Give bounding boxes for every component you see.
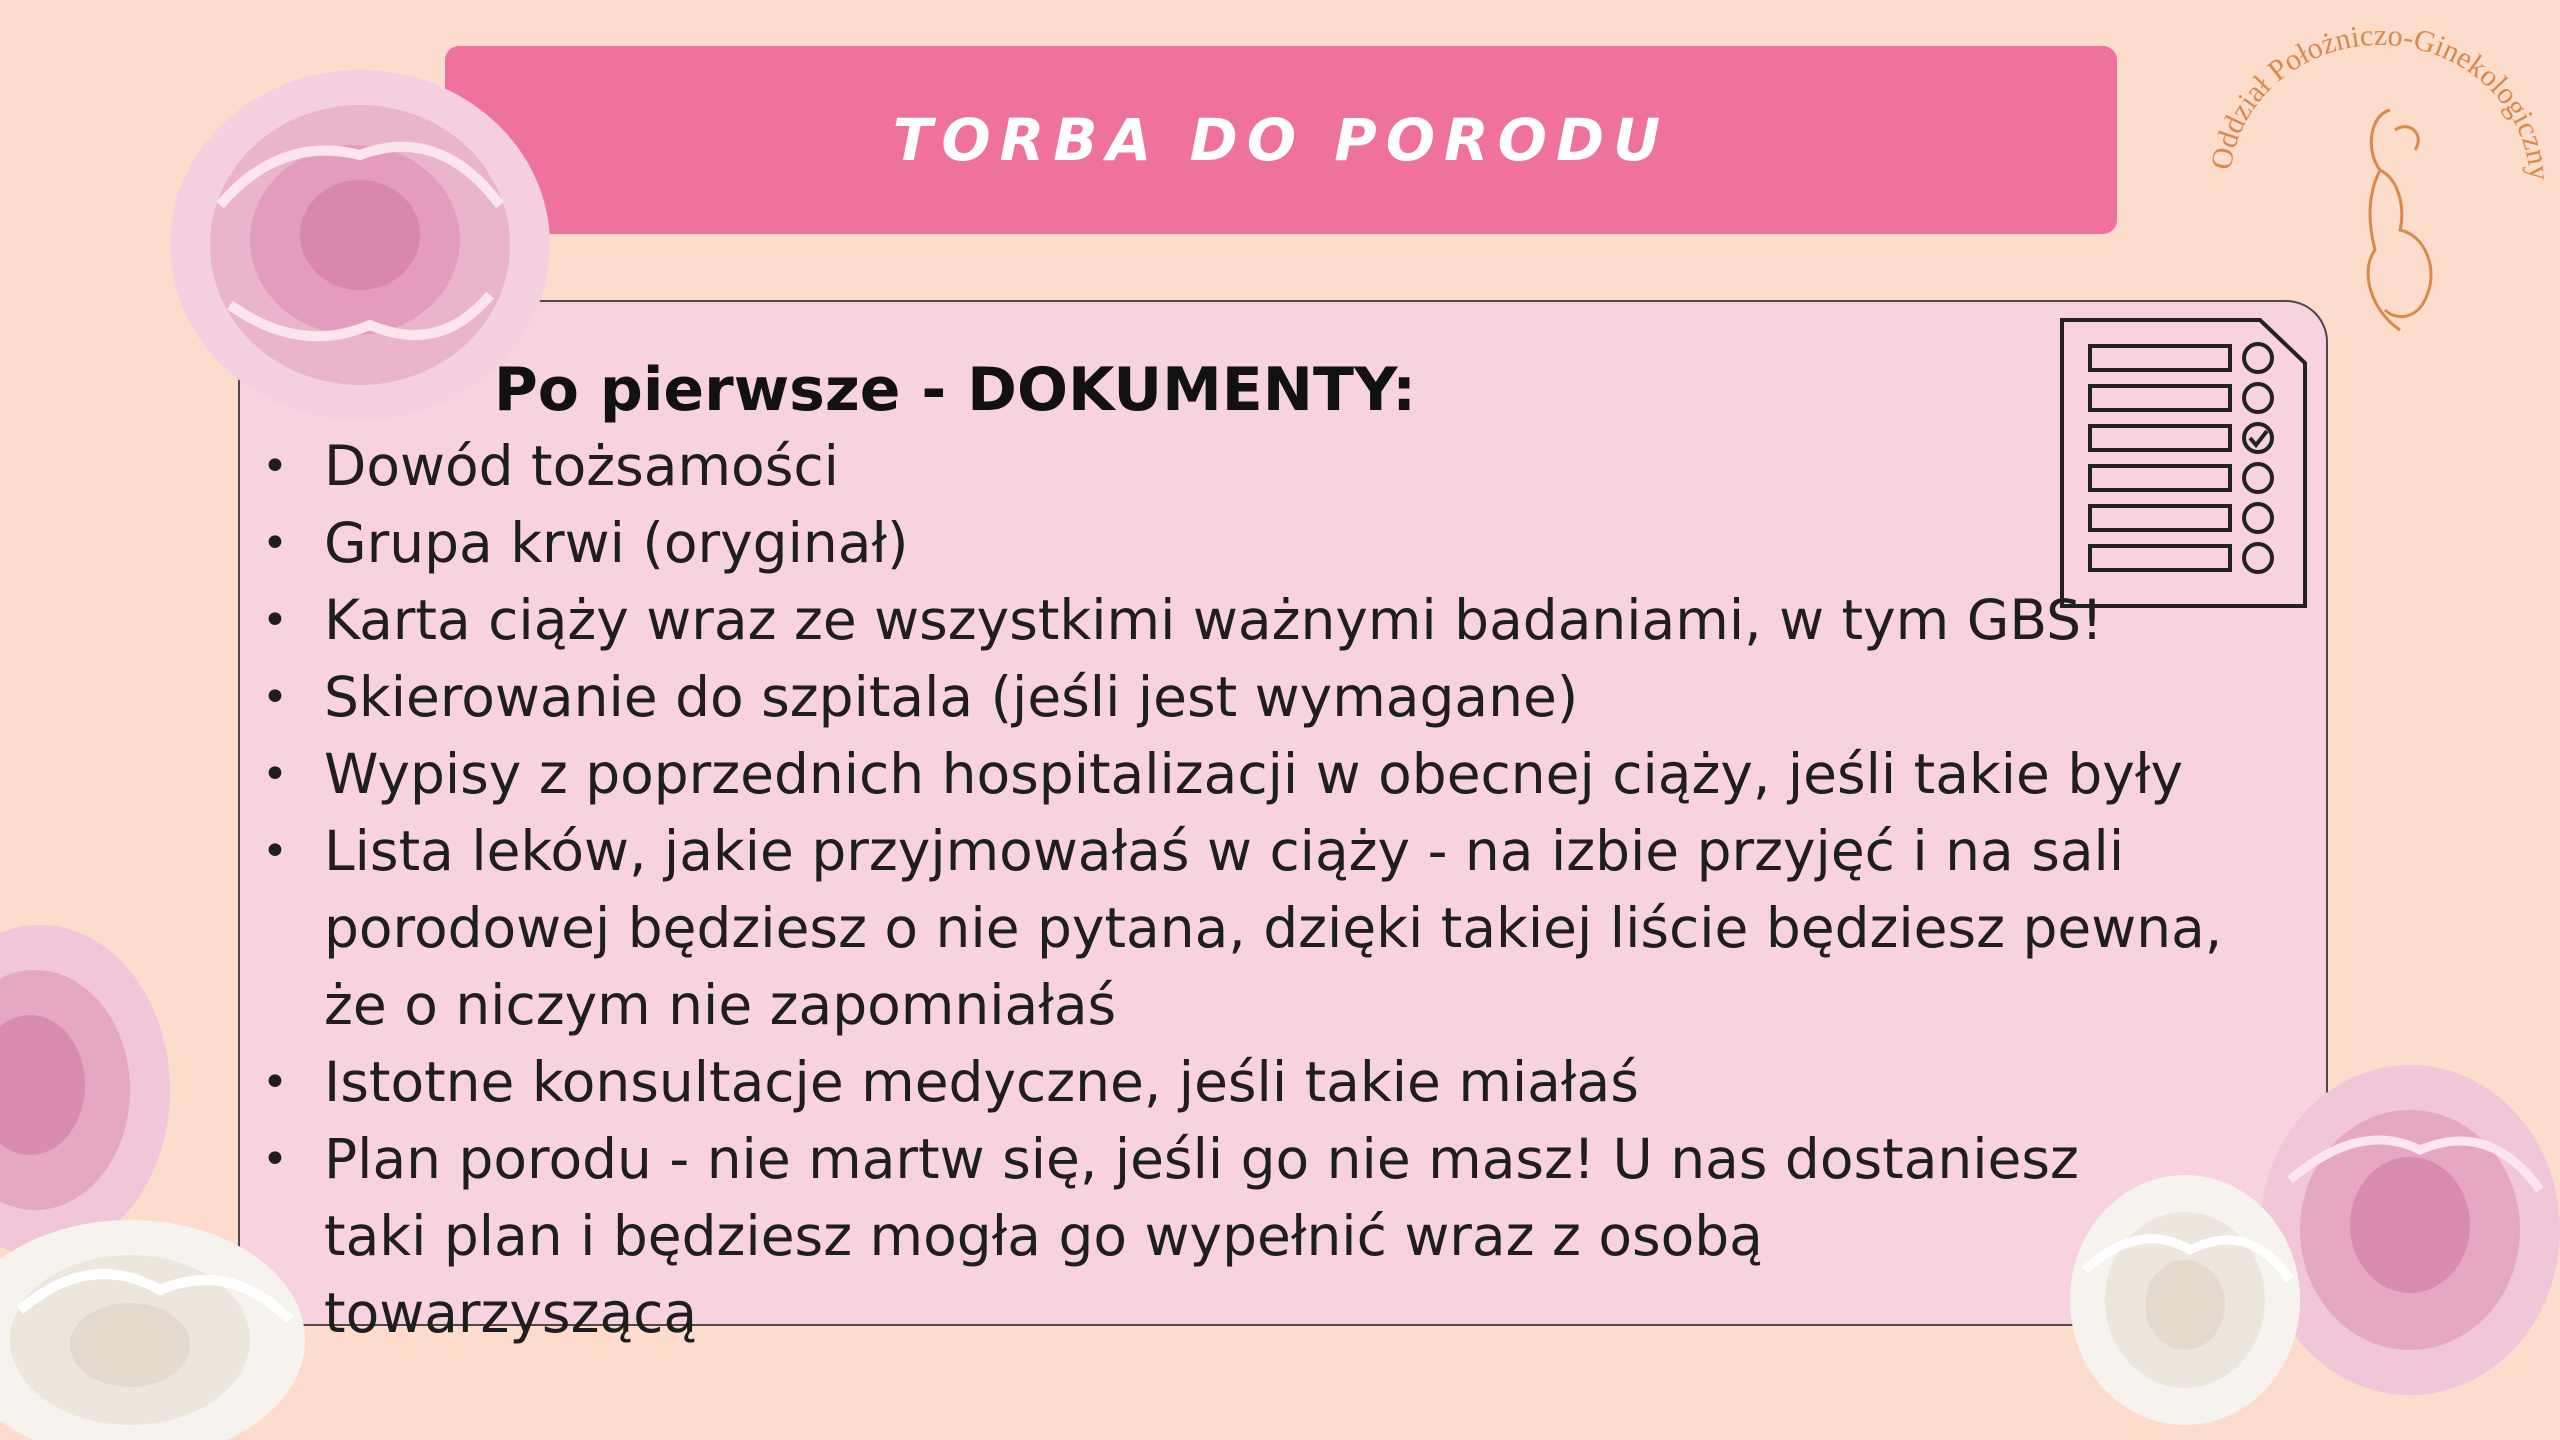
- list-item-text: Grupa krwi (oryginał): [324, 511, 909, 575]
- checklist-icon: [2060, 318, 2310, 608]
- bullet-icon: •: [262, 518, 288, 569]
- bullet-icon: •: [262, 1134, 288, 1185]
- bullet-icon: •: [262, 441, 288, 492]
- list-item: [262, 505, 2312, 582]
- documents-list: [262, 428, 2312, 1352]
- bullet-icon: •: [262, 1057, 288, 1108]
- card-heading: Po pierwsze - DOKUMENTY:: [493, 355, 1417, 425]
- list-item-text: Dowód tożsamości: [324, 434, 839, 498]
- list-item: [262, 428, 2312, 505]
- title-banner: [445, 46, 2117, 234]
- list-item-text: Lista leków, jakie przyjmowałaś w ciąży - na izbie przyjęć i na sali porodowej będziesz o nie pytana, dzięki takiej liście będziesz pewna, że o niczym nie zapomniałaś: [324, 819, 2223, 1037]
- white-peony-bottom-left-decoration: [0, 1200, 310, 1440]
- list-item: [262, 1044, 2312, 1121]
- list-item-text: Plan porodu - nie martw się, jeśli go nie masz! U nas dostaniesz taki plan i będziesz mogła go wypełnić wraz z osobą towarzyszącą: [324, 1127, 2079, 1345]
- svg-text:Oddział Położniczo-Ginekologic: Oddział Położniczo-Ginekologiczny: [2204, 20, 2557, 182]
- list-item-text: Karta ciąży wraz ze wszystkimi ważnymi badaniami, w tym GBS!: [324, 588, 2104, 652]
- white-peony-bottom-right-decoration: [2060, 1160, 2310, 1440]
- list-item-text: Wypisy z poprzednich hospitalizacji w obecnej ciąży, jeśli takie były: [324, 742, 2184, 806]
- list-item-text: Istotne konsultacje medyczne, jeśli takie miałaś: [324, 1050, 1639, 1114]
- bullet-icon: •: [262, 749, 288, 800]
- list-item: [262, 659, 2312, 736]
- bullet-icon: •: [262, 826, 288, 877]
- peony-top-left-decoration: [160, 55, 560, 435]
- page-title: TORBA DO PORODU: [892, 106, 1670, 174]
- list-item-text: Skierowanie do szpitala (jeśli jest wymagane): [324, 665, 1579, 729]
- list-item: [262, 813, 2284, 1044]
- list-item: [262, 1121, 2084, 1352]
- list-item: [262, 736, 2312, 813]
- bullet-icon: •: [262, 672, 288, 723]
- bullet-icon: •: [262, 595, 288, 646]
- list-item: [262, 582, 2312, 659]
